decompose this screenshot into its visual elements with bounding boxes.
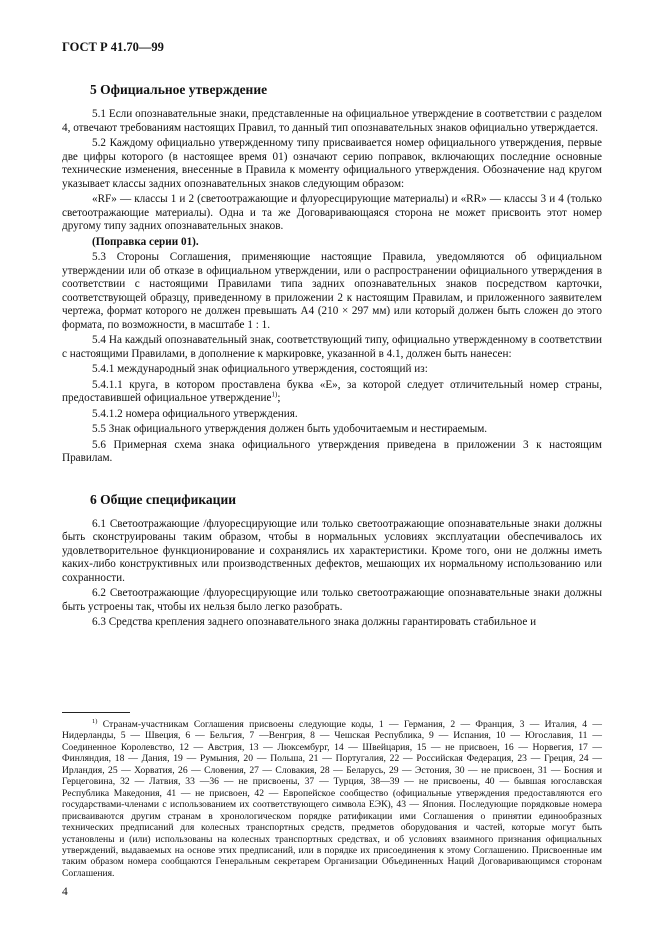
page-number: 4 xyxy=(62,886,68,898)
document-header: ГОСТ Р 41.70—99 xyxy=(62,40,164,54)
paragraph-5-3: 5.3 Стороны Соглашения, применяющие настоящие Правила, уведомляются об официальном утверждении или об отказе в официальном утверждении, или о распространении официального утверждения в соответствии с настоящими Правилами типа задних опознавательных знаков посредством карточки, соответствующей образцу, приведенному в приложении 2 к настоящим Правилам, и приложенного заявителем чертежа, формат которого не должен превышать А4 (210 × 297 мм) или который должен быть сложен до этого формата, по возможности, в масштабе 1 : 1. xyxy=(62,251,602,331)
footnote-marker: 1) xyxy=(92,717,98,725)
paragraph-5-4-1-2: 5.4.1.2 номера официального утверждения. xyxy=(92,407,298,420)
paragraph-5-4-1-1-text: 5.4.1.1 круга, в котором проставлена буква «Е», за которой следует отличительный номер страны, предоставившей официальное утверждение xyxy=(62,378,602,404)
section-5-heading: 5 Официальное утверждение xyxy=(90,82,268,97)
footnote-ref[interactable]: 1) xyxy=(271,390,278,399)
paragraph-6-3: 6.3 Средства крепления заднего опознавательного знака должны гарантировать стабильное и xyxy=(92,616,537,628)
main-content xyxy=(62,72,602,632)
section-6-heading: 6 Общие спецификации xyxy=(90,491,237,507)
paragraph-5-5: 5.5 Знак официального утверждения должен быть удобочитаемым и нестираемым. xyxy=(92,423,488,435)
paragraph-5-4-1: 5.4.1 международный знак официального утверждения, состоящий из: xyxy=(92,363,428,375)
footnote xyxy=(62,719,602,879)
footnote-divider xyxy=(62,712,130,713)
paragraph-5-2-classes: «RF» — классы 1 и 2 (светоотражающие и флуоресцирующие материалы) и «RR» — классы 3 и 4 (только светоотражающие материалы). Одна и та же Договаривающаяся сторона не может присвоить этот номер другому типу задних опознавательных знаков. xyxy=(62,193,602,232)
paragraph-5-6: 5.6 Примерная схема знака официального утверждения приведена в приложении 3 к настоящим Правилам. xyxy=(62,438,602,464)
paragraph-5-1: 5.1 Если опознавательные знаки, представленные на официальное утверждение в соответствии с разделом 4, отвечают требованиям настоящих Правил, то данный тип опознавательных знаков официально утверждается. xyxy=(62,108,602,134)
paragraph-6-2: 6.2 Светоотражающие /флуоресцирующие или только светоотражающие опознавательные знаки должны быть устроены так, чтобы их нельзя было легко разобрать. xyxy=(62,587,602,613)
paragraph-6-1: 6.1 Светоотражающие /флуоресцирующие или только светоотражающие опознавательные знаки должны быть сконструированы таким образом, чтобы в нормальных условиях эксплуатации обеспечивалось их удовлетворительное функционирование и сохранялись их характеристики. Кроме того, они не должны иметь каких-либо конструктивных или производственных дефектов, мешающих их нормальному использованию или сохранности. xyxy=(62,517,602,584)
amendment-note: (Поправка серии 01). xyxy=(92,235,199,248)
footnote-text: Странам-участникам Соглашения присвоены следующие коды, 1 — Германия, 2 — Франция, 3 — Италия, 4 — Нидерланды, 5 — Швеция, 6 — Бельгия, 7 —Венгрия, 8 — Чешская Республика, 9 — Испания, 10 — Югославия, 11 — Соединенное Королевство, 12 — Австрия, 13 — Люксембург, 14 — Швейцария, 15 — не присвоен, 16 — Норвегия, 17 — Финляндия, 18 — Дания, 19 — Румыния, 20 — Польша, 21 — Португалия, 22 — Российская Федерация, 23 — Греция, 24 — Ирландия, 25 — Хорватия, 26 — Словения, 27 — Словакия, 28 — Беларусь, 29 — Эстония, 30 — не присвоен, 31 — Босния и Герцеговина, 32 — Латвия, 33 —36 — не присвоены, 37 — Турция, 38—39 — не присвоены, 40 — бывшая югославская Республика Македония, 41 — не присвоен, 42 — Европейское сообщество (официальные утверждения предоставляются его государствами-членами с использованием их соответствующего символа ЕЭК), 43 — Япония. Последующие порядковые номера присваиваются другим странам в хронологическом порядке ратификации ими Соглашения о принятии единообразных технических предписаний для колесных транспортных средств, предметов оборудования и частей, которые могут быть установлены и (или) использованы на колесных транспортных средствах, и об условиях взаимного признания официальных утверждений, выдаваемых на основе этих предписаний, или в порядке их присоединения к этому Соглашению. Присвоенные им таким образом номера сообщаются Генеральным секретарем Организации Объединенных Наций Договаривающимся сторонам Соглашения. xyxy=(62,719,602,879)
paragraph-5-2: 5.2 Каждому официально утвержденному типу присваивается номер официального утверждения, первые две цифры которого (в настоящее время 01) означают серию поправок, включающих последние основные технические изменения, внесенные в Правила к моменту официального утверждения. Обозначение над кругом указывает классы задних опознавательных знаков следующим образом: xyxy=(62,137,602,190)
paragraph-5-4-1-1 xyxy=(62,379,602,406)
paragraph-5-4-1-1-end: ; xyxy=(277,392,281,404)
paragraph-5-4: 5.4 На каждый опознавательный знак, соответствующий типу, официально утвержденному в соответствии с настоящими Правилами, в дополнение к маркировке, указанной в 4.1, должен быть нанесен: xyxy=(62,334,602,360)
